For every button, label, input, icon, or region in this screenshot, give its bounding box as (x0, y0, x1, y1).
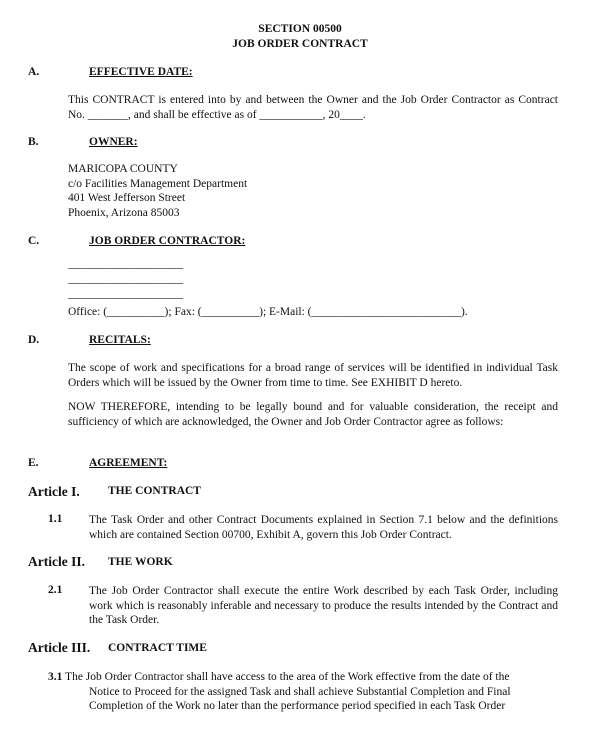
agreement-heading: AGREEMENT: (89, 457, 168, 469)
owner-line: 401 West Jefferson Street (68, 192, 186, 204)
document-title: JOB ORDER CONTRACT (232, 38, 368, 50)
owner-line: MARICOPA COUNTY (68, 163, 178, 175)
recitals-heading: RECITALS: (89, 334, 151, 346)
recitals-paragraph: The scope of work and specifications for a broad range of services will be identified in individual Task Orders which will be issued by the Owner from time to time. See EXHIBIT D hereto. (68, 362, 558, 389)
section-number-1-1: 1.1 (48, 513, 63, 525)
contractor-blank-line: ____________________ (68, 273, 183, 285)
contractor-heading: JOB ORDER CONTRACTOR: (89, 235, 246, 247)
section-number-2-1: 2.1 (48, 584, 63, 596)
article-label: Article III. (28, 640, 91, 655)
effective-date-text: This CONTRACT is entered into by and between the Owner and the Job Order Contractor as Contract No. _______, and shall be effective as of ___________, 20____. (68, 94, 558, 121)
section-letter-a: A. (28, 66, 40, 78)
section-number: SECTION 00500 (258, 23, 342, 35)
contractor-blank-line: ____________________ (68, 288, 183, 300)
section-letter-c: C. (28, 235, 40, 247)
section-text-line: Notice to Proceed for the assigned Task and shall achieve Substantial Completion and Final (89, 685, 511, 698)
article-label: Article I. (28, 484, 80, 499)
section-letter-b: B. (28, 136, 39, 148)
owner-line: Phoenix, Arizona 85003 (68, 207, 180, 219)
section-text: The Task Order and other Contract Documents explained in Section 7.1 below and the definitions which are contained Section 00700, Exhibit A, govern this Job Order Contract. (89, 514, 558, 541)
article-title: THE WORK (108, 556, 173, 568)
owner-heading: OWNER: (89, 136, 138, 148)
effective-date-heading: EFFECTIVE DATE: (89, 66, 193, 78)
contractor-contact-line: Office: (__________); Fax: (__________); E-Mail: (__________________________). (68, 306, 468, 318)
section-text-line: Completion of the Work no later than the performance period specified in each Task Order (89, 700, 506, 712)
section-letter-d: D. (28, 334, 40, 346)
section-text: The Job Order Contractor shall execute the entire Work described by each Task Order, including work which is reasonably inferable and necessary to produce the results intended by the Contract and the Task Order. (89, 585, 558, 626)
section-number-3-1: 3.1 (48, 671, 63, 683)
section-text-line: The Job Order Contractor shall have access to the area of the Work effective from the date of the (65, 671, 510, 683)
section-letter-e: E. (28, 457, 39, 469)
article-title: CONTRACT TIME (108, 642, 207, 654)
article-title: THE CONTRACT (108, 485, 201, 497)
contractor-blank-line: ____________________ (68, 258, 183, 270)
section-3-1 (48, 670, 558, 714)
owner-line: c/o Facilities Management Department (68, 178, 248, 190)
recitals-paragraph: NOW THEREFORE, intending to be legally bound and for valuable consideration, the receipt and sufficiency of which are acknowledged, the Owner and Job Order Contractor agree as follows: (68, 401, 558, 428)
article-label: Article II. (28, 554, 85, 569)
